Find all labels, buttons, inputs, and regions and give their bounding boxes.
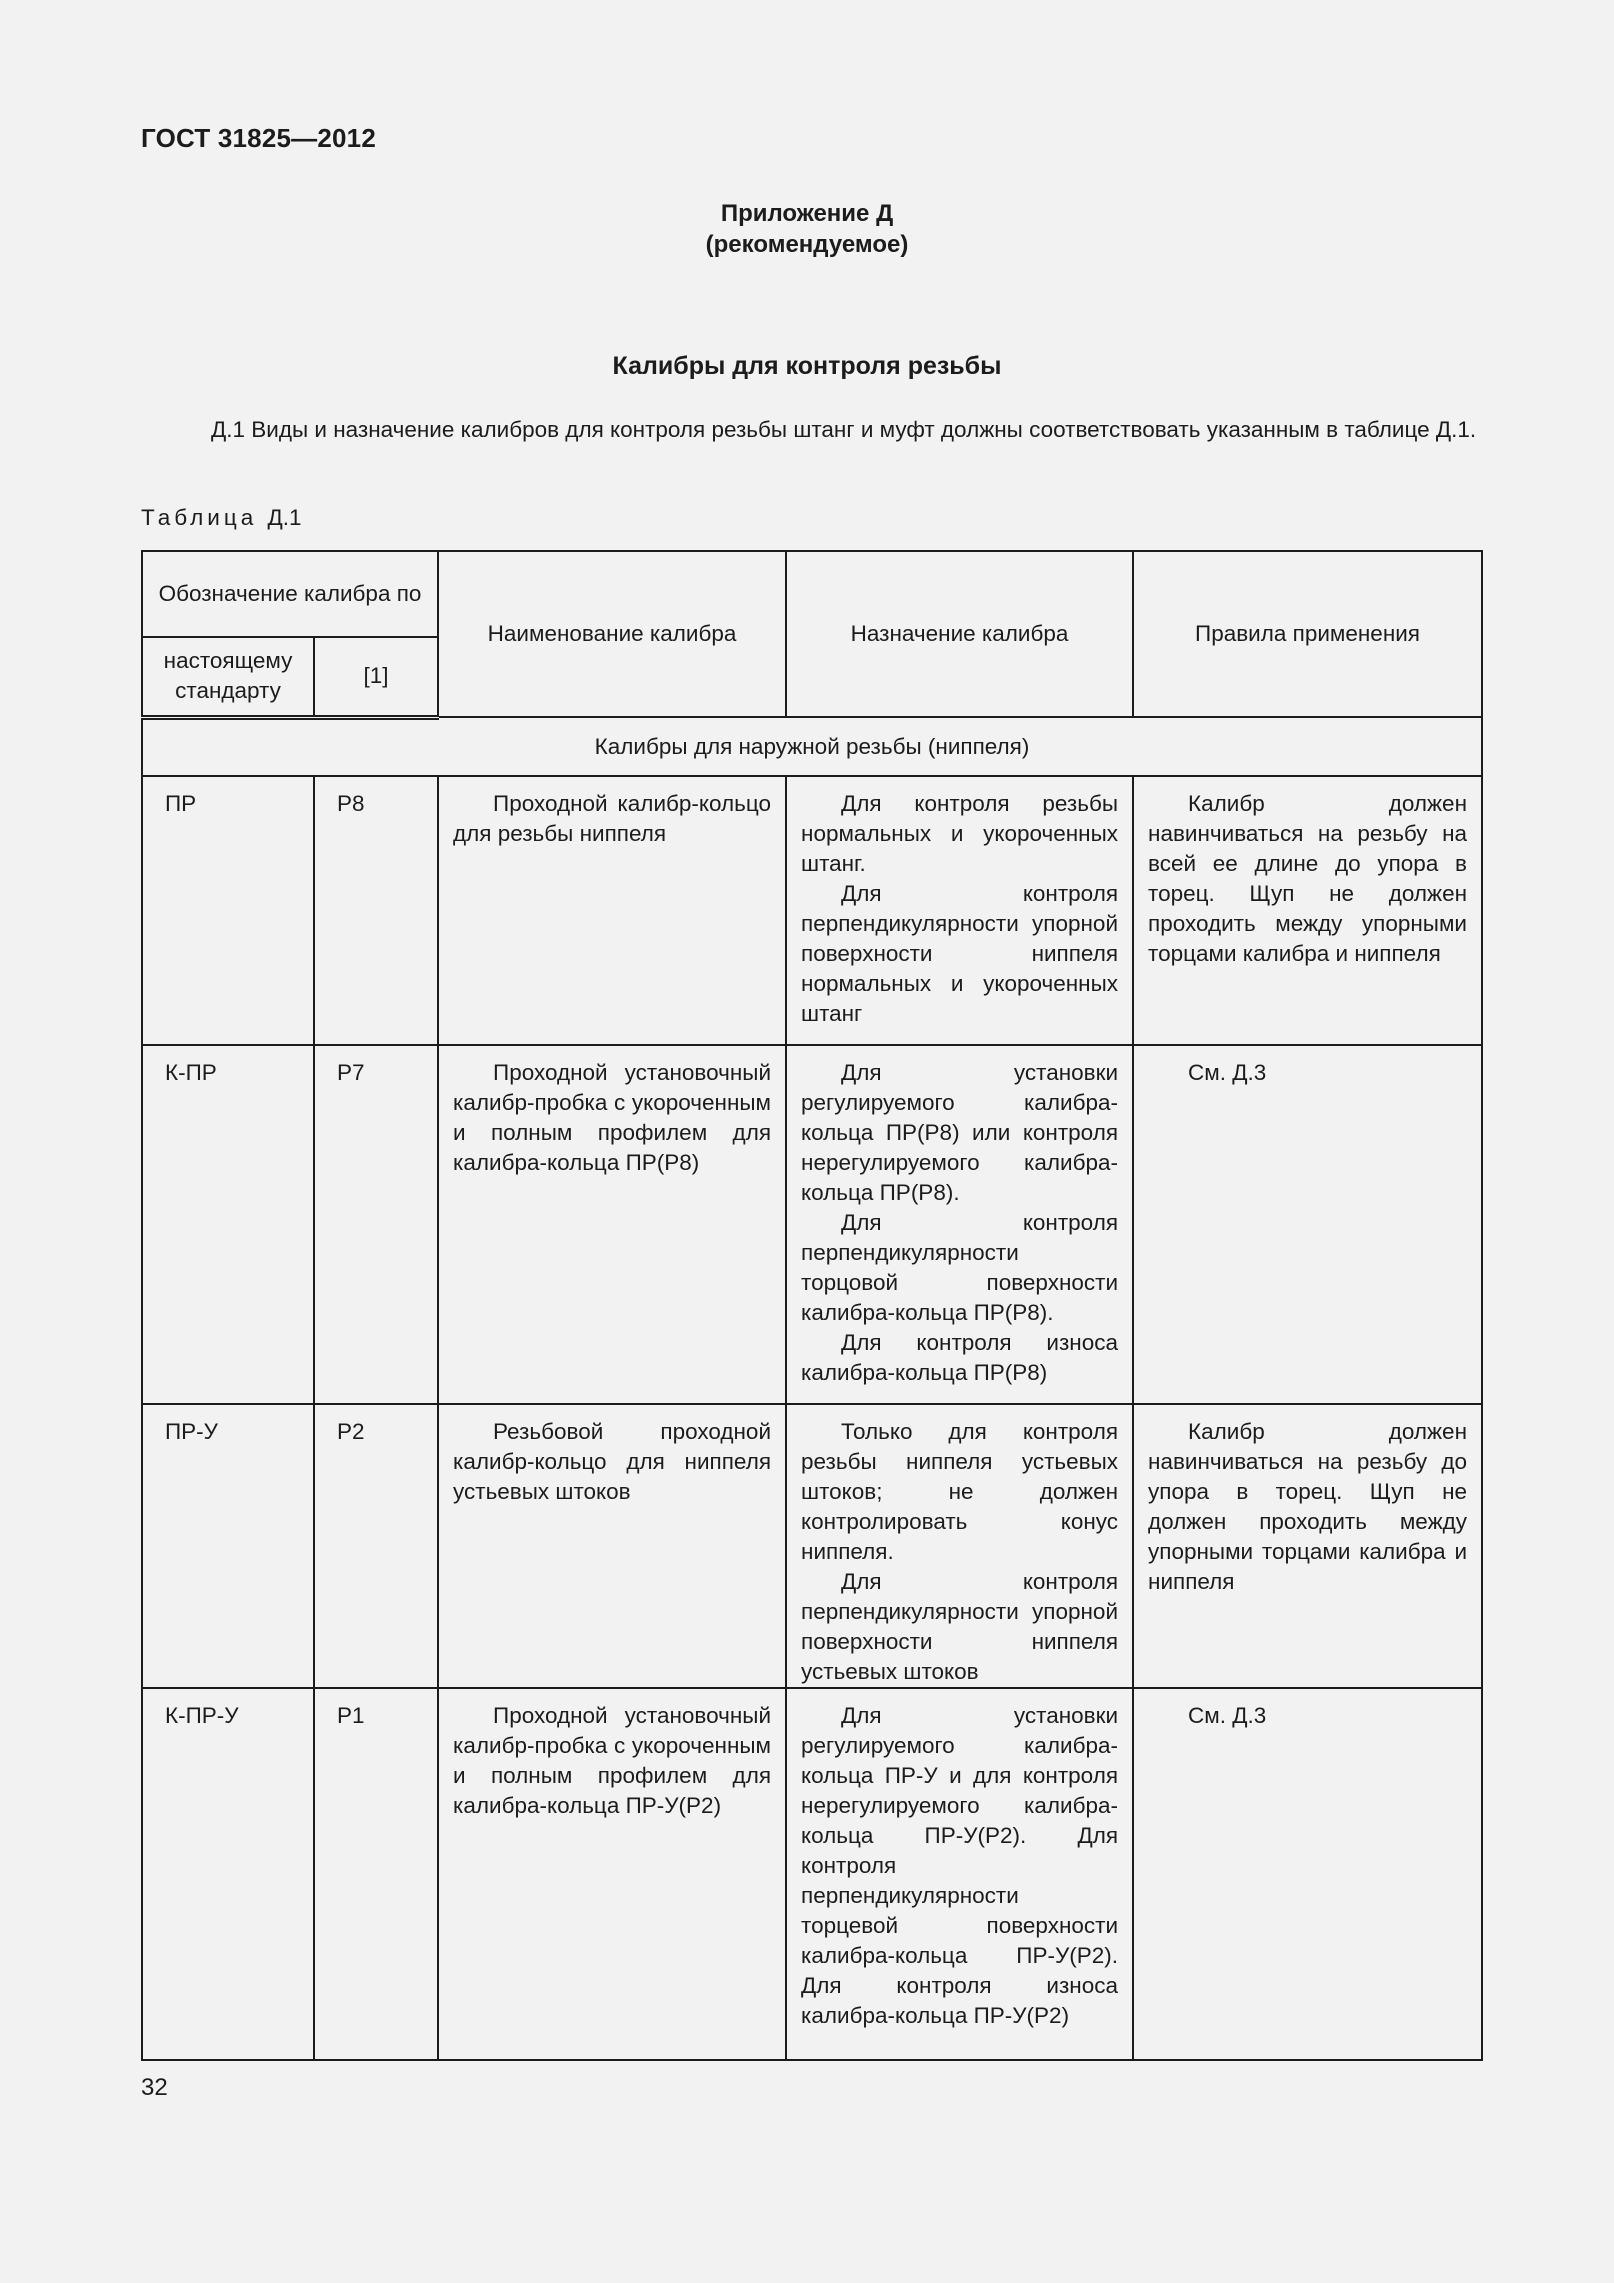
- header-designation: Обозначение калибра по: [142, 551, 438, 637]
- table-caption-number: Д.1: [267, 505, 302, 530]
- table-row: [142, 1045, 1482, 1404]
- gauge-table: [141, 550, 1483, 2061]
- intro-paragraph: Д.1 Виды и назначение калибров для контроля резьбы штанг и муфт должны соответствовать указанным в таблице Д.1.: [211, 417, 1477, 442]
- gauge-purpose: [786, 1045, 1133, 1404]
- gauge-code: ПР-У: [142, 1404, 314, 1688]
- gauge-purpose: [786, 1688, 1133, 2060]
- gauge-rules: [1133, 1404, 1482, 1688]
- gauge-name: [438, 1404, 786, 1688]
- table-caption-prefix: Таблица: [141, 505, 258, 530]
- section-title: Калибры для контроля резьбы: [612, 352, 1002, 380]
- gauge-purpose: [786, 1404, 1133, 1688]
- header-rules: Правила применения: [1133, 551, 1482, 717]
- gauge-name-text: Проходной установочный калибр-пробка с укороченным и полным профилем для калибра-кольца ПР-У(Р2): [453, 1703, 772, 1818]
- gauge-ref: Р8: [314, 776, 438, 1045]
- table-caption: [141, 505, 302, 531]
- gauge-code: ПР: [142, 776, 314, 1045]
- purpose-line: Для контроля износа калибра-кольца ПР(Р8): [801, 1330, 1119, 1385]
- purpose-line: Для установки регулируемого калибра-кольца ПР-У и для контроля нерегулируемого калибра-кольца ПР-У(Р2). Для контроля перпендикулярности торцевой поверхности калибра-кольца ПР-У(Р2). Для контроля износа калибра-кольца ПР-У(Р2): [801, 1703, 1119, 2028]
- purpose-line: Для контроля перпендикулярности упорной поверхности ниппеля нормальных и укороченных штанг: [801, 881, 1119, 1026]
- gauge-name: [438, 1045, 786, 1404]
- purpose-line: Для контроля перпендикулярности упорной поверхности ниппеля устьевых штоков: [801, 1569, 1119, 1684]
- gauge-rules: [1133, 1045, 1482, 1404]
- gauge-ref: Р7: [314, 1045, 438, 1404]
- appendix-title: Приложение Д: [720, 200, 894, 227]
- gauge-name-text: Проходной калибр-кольцо для резьбы ниппеля: [453, 791, 772, 846]
- gauge-name-text: Проходной установочный калибр-пробка с укороченным и полным профилем для калибра-кольца ПР(Р8): [453, 1060, 772, 1175]
- gauge-name-text: Резьбовой проходной калибр-кольцо для ниппеля устьевых штоков: [453, 1419, 772, 1504]
- rules-text: См. Д.3: [1188, 1060, 1267, 1085]
- gauge-rules: [1133, 1688, 1482, 2060]
- rules-text: Калибр должен навинчиваться на резьбу на всей ее длине до упора в торец. Щуп не должен проходить между упорными торцами калибра и ниппеля: [1148, 791, 1468, 966]
- gauge-name: [438, 776, 786, 1045]
- gauge-purpose: [786, 776, 1133, 1045]
- appendix-heading: [0, 198, 1614, 260]
- gauge-name: [438, 1688, 786, 2060]
- header-purpose: Назначение калибра: [786, 551, 1133, 717]
- document-code: ГОСТ 31825—2012: [141, 123, 376, 153]
- table-row: [142, 1688, 1482, 2060]
- purpose-line: Для установки регулируемого калибра-кольца ПР(Р8) или контроля нерегулируемого калибра-кольца ПР(Р8).: [801, 1060, 1119, 1205]
- table-row: [142, 1404, 1482, 1688]
- purpose-line: Для контроля резьбы нормальных и укороченных штанг.: [801, 791, 1119, 876]
- header-name: Наименование калибра: [438, 551, 786, 717]
- gauge-code: К-ПР: [142, 1045, 314, 1404]
- gauge-ref: Р1: [314, 1688, 438, 2060]
- purpose-line: Только для контроля резьбы ниппеля устьевых штоков; не должен контролировать конус ниппеля.: [801, 1419, 1119, 1564]
- gauge-code: К-ПР-У: [142, 1688, 314, 2060]
- rules-text: Калибр должен навинчиваться на резьбу до упора в торец. Щуп не должен проходить между упорными торцами калибра и ниппеля: [1148, 1419, 1468, 1594]
- header-ref: [1]: [314, 637, 438, 717]
- section-row: Калибры для наружной резьбы (ниппеля): [142, 717, 1482, 776]
- appendix-subtitle: (рекомендуемое): [705, 231, 909, 258]
- table-row: [142, 776, 1482, 1045]
- header-this-standard: настоящему стандарту: [142, 637, 314, 717]
- page-number: 32: [141, 2074, 168, 2101]
- gauge-rules: [1133, 776, 1482, 1045]
- gauge-ref: Р2: [314, 1404, 438, 1688]
- purpose-line: Для контроля перпендикулярности торцовой поверхности калибра-кольца ПР(Р8).: [801, 1210, 1119, 1325]
- rules-text: См. Д.3: [1188, 1703, 1267, 1728]
